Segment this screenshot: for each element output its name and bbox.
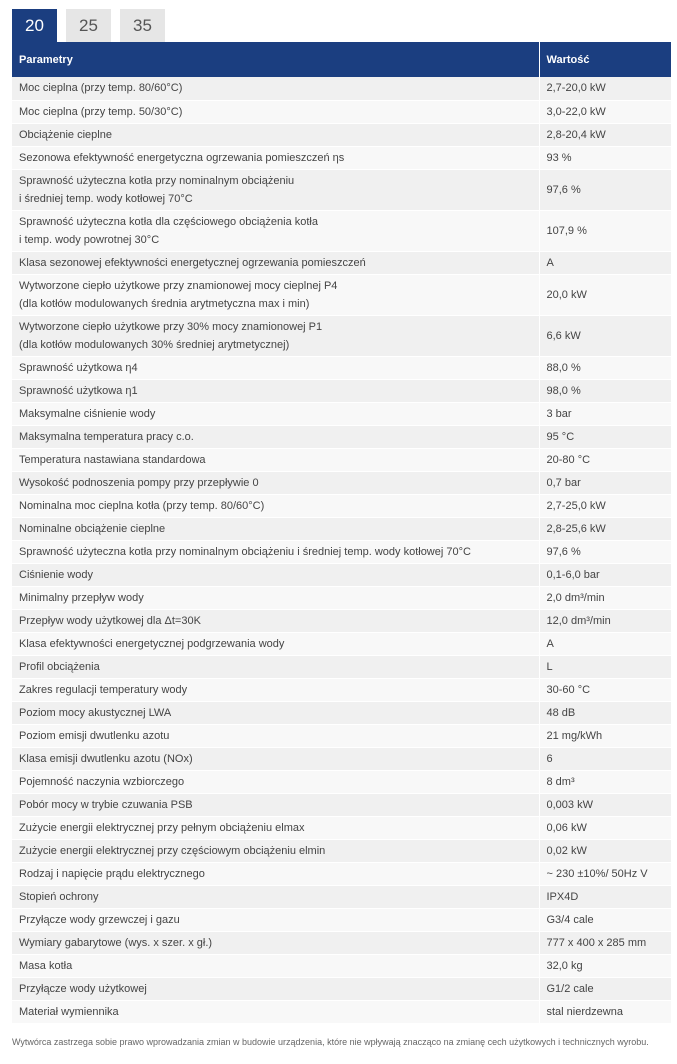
param-text: Poziom mocy akustycznej LWA [19, 706, 172, 719]
param-text: i temp. wody powrotnej 30°C [19, 233, 160, 246]
param-cell [12, 471, 539, 494]
param-text: Ciśnienie wody [19, 568, 93, 581]
table-row [12, 931, 671, 954]
param-cell [12, 448, 539, 471]
param-cell [12, 701, 539, 724]
table-row [12, 632, 671, 655]
header-wartosc: Wartość [539, 42, 671, 77]
table-row [12, 586, 671, 609]
tab-35[interactable]: 35 [120, 9, 165, 42]
value-cell: 20,0 kW [539, 274, 671, 315]
table-header-row [12, 42, 671, 77]
value-cell: 2,7-25,0 kW [539, 494, 671, 517]
tab-20[interactable]: 20 [12, 9, 57, 42]
table-row [12, 839, 671, 862]
value-cell: L [539, 655, 671, 678]
value-cell: 0,7 bar [539, 471, 671, 494]
param-text: Maksymalna temperatura pracy c.o. [19, 430, 194, 443]
param-text: Sprawność użyteczna kotła przy nominalnym obciążeniu [19, 174, 295, 187]
param-cell [12, 379, 539, 402]
param-text: Moc cieplna (przy temp. 50/30°C) [19, 105, 183, 118]
param-cell [12, 770, 539, 793]
param-cell [12, 747, 539, 770]
value-cell: 20-80 °C [539, 448, 671, 471]
param-cell [12, 77, 539, 100]
value-cell: 98,0 % [539, 379, 671, 402]
table-body [12, 77, 671, 1023]
table-row [12, 169, 671, 210]
table-row [12, 379, 671, 402]
param-cell [12, 885, 539, 908]
table-row [12, 146, 671, 169]
value-cell: A [539, 632, 671, 655]
value-cell: 2,0 dm³/min [539, 586, 671, 609]
param-cell [12, 632, 539, 655]
param-cell [12, 931, 539, 954]
param-text: (dla kotłów modulowanych średnia arytmetyczna max i min) [19, 297, 310, 310]
param-text: (dla kotłów modulowanych 30% średniej arytmetycznej) [19, 338, 290, 351]
param-text: Wytworzone ciepło użytkowe przy znamionowej mocy cieplnej P4 [19, 279, 338, 292]
param-text: Klasa efektywności energetycznej podgrzewania wody [19, 637, 285, 650]
value-cell: 0,1-6,0 bar [539, 563, 671, 586]
param-text: Przepływ wody użytkowej dla Δt=30K [19, 614, 201, 627]
param-cell [12, 954, 539, 977]
value-cell: 97,6 % [539, 540, 671, 563]
value-cell: ~ 230 ±10%/ 50Hz V [539, 862, 671, 885]
table-row [12, 448, 671, 471]
value-cell: 2,8-20,4 kW [539, 123, 671, 146]
param-text: Nominalna moc cieplna kotła (przy temp. 80/60°C) [19, 499, 265, 512]
table-row [12, 885, 671, 908]
param-cell [12, 123, 539, 146]
param-text: Maksymalne ciśnienie wody [19, 407, 156, 420]
table-row [12, 123, 671, 146]
tab-25[interactable]: 25 [66, 9, 111, 42]
parameters-table [12, 42, 671, 1024]
param-cell [12, 210, 539, 251]
param-cell [12, 678, 539, 701]
param-cell [12, 146, 539, 169]
param-text: Przyłącze wody użytkowej [19, 982, 147, 995]
table-row [12, 655, 671, 678]
param-cell [12, 563, 539, 586]
value-cell: 0,06 kW [539, 816, 671, 839]
param-text: Zużycie energii elektrycznej przy pełnym obciążeniu elmax [19, 821, 305, 834]
model-tabs [12, 9, 174, 42]
param-text: Profil obciążenia [19, 660, 100, 673]
param-cell [12, 586, 539, 609]
param-text: Rodzaj i napięcie prądu elektrycznego [19, 867, 205, 880]
param-cell [12, 274, 539, 315]
param-cell [12, 609, 539, 632]
header-parametry: Parametry [12, 42, 539, 77]
value-cell: IPX4D [539, 885, 671, 908]
table-row [12, 540, 671, 563]
param-text: Klasa sezonowej efektywności energetycznej ogrzewania pomieszczeń [19, 256, 366, 269]
table-row [12, 1000, 671, 1023]
param-text: Sprawność użyteczna kotła dla częściowego obciążenia kotła [19, 215, 318, 228]
table-row [12, 77, 671, 100]
table-row [12, 517, 671, 540]
value-cell: 6 [539, 747, 671, 770]
value-cell: 88,0 % [539, 356, 671, 379]
value-cell: 12,0 dm³/min [539, 609, 671, 632]
table-row [12, 402, 671, 425]
table-row [12, 609, 671, 632]
param-cell [12, 724, 539, 747]
table-row [12, 471, 671, 494]
param-text: Stopień ochrony [19, 890, 99, 903]
param-cell [12, 169, 539, 210]
table-row [12, 793, 671, 816]
value-cell: 777 x 400 x 285 mm [539, 931, 671, 954]
param-cell [12, 517, 539, 540]
param-text: Klasa emisji dwutlenku azotu (NOx) [19, 752, 193, 765]
param-text: Sprawność użytkowa η1 [19, 384, 138, 397]
table-row [12, 100, 671, 123]
param-text: Pobór mocy w trybie czuwania PSB [19, 798, 193, 811]
param-text: Masa kotła [19, 959, 73, 972]
value-cell: 107,9 % [539, 210, 671, 251]
param-cell [12, 862, 539, 885]
param-text: i średniej temp. wody kotłowej 70°C [19, 192, 193, 205]
param-text: Przyłącze wody grzewczej i gazu [19, 913, 180, 926]
disclaimer-note: Wytwórca zastrzega sobie prawo wprowadzania zmian w budowie urządzenia, które nie wpływają znacząco na zmianę cech użytkowych i technicznych wyrobu. [12, 1037, 649, 1047]
value-cell: 6,6 kW [539, 315, 671, 356]
param-text: Temperatura nastawiana standardowa [19, 453, 206, 466]
param-cell [12, 977, 539, 1000]
table-row [12, 274, 671, 315]
param-text: Zakres regulacji temperatury wody [19, 683, 188, 696]
table-row [12, 954, 671, 977]
table-row [12, 315, 671, 356]
value-cell: 2,8-25,6 kW [539, 517, 671, 540]
table-row [12, 678, 671, 701]
param-text: Pojemność naczynia wzbiorczego [19, 775, 185, 788]
value-cell: 2,7-20,0 kW [539, 77, 671, 100]
param-text: Zużycie energii elektrycznej przy częściowym obciążeniu elmin [19, 844, 326, 857]
value-cell: 3 bar [539, 402, 671, 425]
value-cell: 0,02 kW [539, 839, 671, 862]
param-cell [12, 540, 539, 563]
value-cell: A [539, 251, 671, 274]
param-cell [12, 494, 539, 517]
table-row [12, 770, 671, 793]
param-text: Nominalne obciążenie cieplne [19, 522, 166, 535]
param-cell [12, 816, 539, 839]
value-cell: 0,003 kW [539, 793, 671, 816]
param-text: Wytworzone ciepło użytkowe przy 30% mocy znamionowej P1 [19, 320, 323, 333]
value-cell: stal nierdzewna [539, 1000, 671, 1023]
param-cell [12, 100, 539, 123]
table-row [12, 425, 671, 448]
value-cell: 30-60 °C [539, 678, 671, 701]
param-text: Minimalny przepływ wody [19, 591, 144, 604]
param-cell [12, 315, 539, 356]
param-text: Wymiary gabarytowe (wys. x szer. x gł.) [19, 936, 213, 949]
param-text: Sprawność użyteczna kotła przy nominalnym obciążeniu i średniej temp. wody kotłowej 70°C [19, 545, 471, 558]
value-cell: G3/4 cale [539, 908, 671, 931]
param-cell [12, 356, 539, 379]
table-row [12, 747, 671, 770]
value-cell: 48 dB [539, 701, 671, 724]
param-text: Wysokość podnoszenia pompy przy przepływie 0 [19, 476, 259, 489]
table-row [12, 251, 671, 274]
param-cell [12, 402, 539, 425]
param-text: Moc cieplna (przy temp. 80/60°C) [19, 82, 183, 95]
parameters-table-container [12, 42, 671, 1024]
param-cell [12, 655, 539, 678]
param-cell [12, 793, 539, 816]
table-row [12, 862, 671, 885]
param-text: Materiał wymiennika [19, 1005, 119, 1018]
table-row [12, 494, 671, 517]
param-cell [12, 839, 539, 862]
value-cell: 21 mg/kWh [539, 724, 671, 747]
value-cell: G1/2 cale [539, 977, 671, 1000]
param-text: Obciążenie cieplne [19, 128, 112, 141]
table-row [12, 724, 671, 747]
value-cell: 8 dm³ [539, 770, 671, 793]
value-cell: 3,0-22,0 kW [539, 100, 671, 123]
table-row [12, 908, 671, 931]
table-row [12, 563, 671, 586]
param-cell [12, 908, 539, 931]
param-cell [12, 251, 539, 274]
param-cell [12, 425, 539, 448]
table-row [12, 977, 671, 1000]
table-row [12, 701, 671, 724]
param-text: Sezonowa efektywność energetyczna ogrzewania pomieszczeń ηs [19, 151, 345, 164]
param-text: Sprawność użytkowa η4 [19, 361, 138, 374]
table-row [12, 356, 671, 379]
value-cell: 95 °C [539, 425, 671, 448]
param-cell [12, 1000, 539, 1023]
param-text: Poziom emisji dwutlenku azotu [19, 729, 170, 742]
value-cell: 93 % [539, 146, 671, 169]
value-cell: 32,0 kg [539, 954, 671, 977]
table-row [12, 210, 671, 251]
value-cell: 97,6 % [539, 169, 671, 210]
table-row [12, 816, 671, 839]
